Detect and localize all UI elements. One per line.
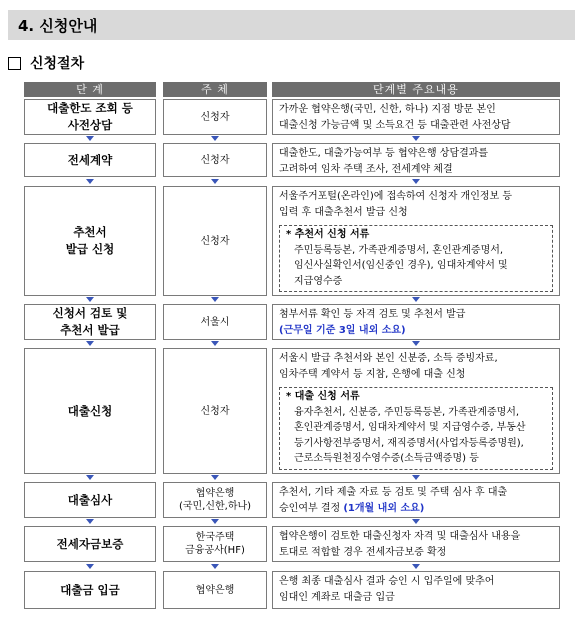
down-arrow-icon xyxy=(211,564,219,569)
subsection-title: 신청절차 xyxy=(30,56,85,72)
down-arrow-icon xyxy=(86,519,94,524)
content-cell xyxy=(272,143,560,177)
down-arrow-icon xyxy=(211,475,219,480)
actor-cell: 협약은행 xyxy=(163,571,267,609)
required-documents-box xyxy=(279,387,553,470)
box-title: * 대출 신청 서류 xyxy=(286,391,360,402)
subsection-heading xyxy=(8,52,84,74)
actor-cell: 신청자 xyxy=(163,99,267,135)
down-arrow-icon xyxy=(412,179,420,184)
box-line: 등기사항전부증명서, 재직증명서(사업자등록증명원), xyxy=(294,437,524,449)
down-arrow-icon xyxy=(211,136,219,141)
down-arrow-icon xyxy=(86,341,94,346)
processing-time-note: (근무일 기준 3일 내외 소요) xyxy=(279,324,406,336)
actor-cell: 신청자 xyxy=(163,143,267,177)
down-arrow-icon xyxy=(211,519,219,524)
content-line: 첨부서류 확인 등 자격 검토 및 추천서 발급 xyxy=(279,309,466,320)
section-title-bar xyxy=(8,10,575,40)
content-cell xyxy=(272,304,560,340)
down-arrow-icon xyxy=(211,179,219,184)
content-line: 임대인 계좌로 대출금 입금 xyxy=(279,591,395,603)
stage-cell: 전세계약 xyxy=(24,143,156,177)
content-line: 가까운 협약은행(국민, 신한, 하나) 지점 방문 본인 xyxy=(279,104,496,115)
box-line: 임신사실확인서(임신중인 경우), 임대차계약서 및 xyxy=(294,260,508,271)
content-line: 토대로 적합할 경우 전세자금보증 확정 xyxy=(279,546,447,558)
stage-cell: 대출금 입금 xyxy=(24,571,156,609)
box-line: 지급영수증 xyxy=(294,275,343,287)
down-arrow-icon xyxy=(86,475,94,480)
content-line: 입력 후 대출추천서 발급 신청 xyxy=(279,206,408,218)
content-cell xyxy=(272,482,560,518)
content-cell xyxy=(272,99,560,135)
stage-cell: 전세자금보증 xyxy=(24,526,156,562)
down-arrow-icon xyxy=(412,297,420,302)
content-line: 대출한도, 대출가능여부 등 협약은행 상담결과를 xyxy=(279,148,489,159)
down-arrow-icon xyxy=(86,179,94,184)
stage-cell: 추천서 발급 신청 xyxy=(24,186,156,296)
content-line: 대출신청 가능금액 및 소득요건 등 대출관련 사전상담 xyxy=(279,119,511,131)
box-line: 근로소득원천징수영수증(소득금액증명) 등 xyxy=(294,453,479,464)
down-arrow-icon xyxy=(412,341,420,346)
content-cell xyxy=(272,571,560,609)
down-arrow-icon xyxy=(86,136,94,141)
content-line: 추천서, 기타 제출 자료 등 검토 및 주택 심사 후 대출 xyxy=(279,487,508,498)
column-header-actor: 주 체 xyxy=(163,82,267,97)
stage-cell: 대출신청 xyxy=(24,348,156,474)
content-cell xyxy=(272,348,560,474)
stage-cell: 대출한도 조회 등 사전상담 xyxy=(24,99,156,135)
box-line: 융자추천서, 신분증, 주민등록등본, 가족관계증명서, xyxy=(294,406,520,418)
processing-time-note: (1개월 내외 소요) xyxy=(343,502,425,514)
actor-cell: 한국주택 금융공사(HF) xyxy=(163,526,267,562)
down-arrow-icon xyxy=(412,475,420,480)
down-arrow-icon xyxy=(412,136,420,141)
column-header-stage: 단 계 xyxy=(24,82,156,97)
actor-cell: 서울시 xyxy=(163,304,267,340)
content-line: 은행 최종 대출심사 결과 승인 시 입주일에 맞추어 xyxy=(279,576,495,587)
actor-cell: 협약은행 (국민,신한,하나) xyxy=(163,482,267,518)
content-line: 협약은행이 검토한 대출신청자 자격 및 대출심사 내용을 xyxy=(279,531,521,542)
content-cell xyxy=(272,186,560,296)
down-arrow-icon xyxy=(86,564,94,569)
section-title: 4. 신청안내 xyxy=(18,17,98,35)
column-header-content: 단계별 주요내용 xyxy=(272,82,560,97)
box-line: 혼인관계증명서, 임대차계약서 및 지급영수증, 부동산 xyxy=(294,422,526,433)
content-line: 고려하여 임차 주택 조사, 전세계약 체결 xyxy=(279,163,453,175)
box-line: 주민등록등본, 가족관계증명서, 혼인관계증명서, xyxy=(294,244,504,256)
content-line: 임차주택 계약서 등 지참, 은행에 대출 신청 xyxy=(279,368,466,380)
down-arrow-icon xyxy=(211,297,219,302)
stage-cell: 대출심사 xyxy=(24,482,156,518)
down-arrow-icon xyxy=(412,564,420,569)
box-title: * 추천서 신청 서류 xyxy=(286,229,370,240)
checkbox-square-icon xyxy=(8,57,21,70)
down-arrow-icon xyxy=(211,341,219,346)
required-documents-box xyxy=(279,225,553,292)
content-cell xyxy=(272,526,560,562)
actor-cell: 신청자 xyxy=(163,348,267,474)
down-arrow-icon xyxy=(412,519,420,524)
actor-cell: 신청자 xyxy=(163,186,267,296)
down-arrow-icon xyxy=(86,297,94,302)
content-line: 서울시 발급 추천서와 본인 신분증, 소득 증빙자료, xyxy=(279,353,498,364)
stage-cell: 신청서 검토 및 추천서 발급 xyxy=(24,304,156,340)
content-line xyxy=(279,501,553,517)
content-line-prefix: 승인여부 결정 xyxy=(279,502,344,514)
content-line: 서울주거포털(온라인)에 접속하여 신청자 개인정보 등 xyxy=(279,191,513,202)
